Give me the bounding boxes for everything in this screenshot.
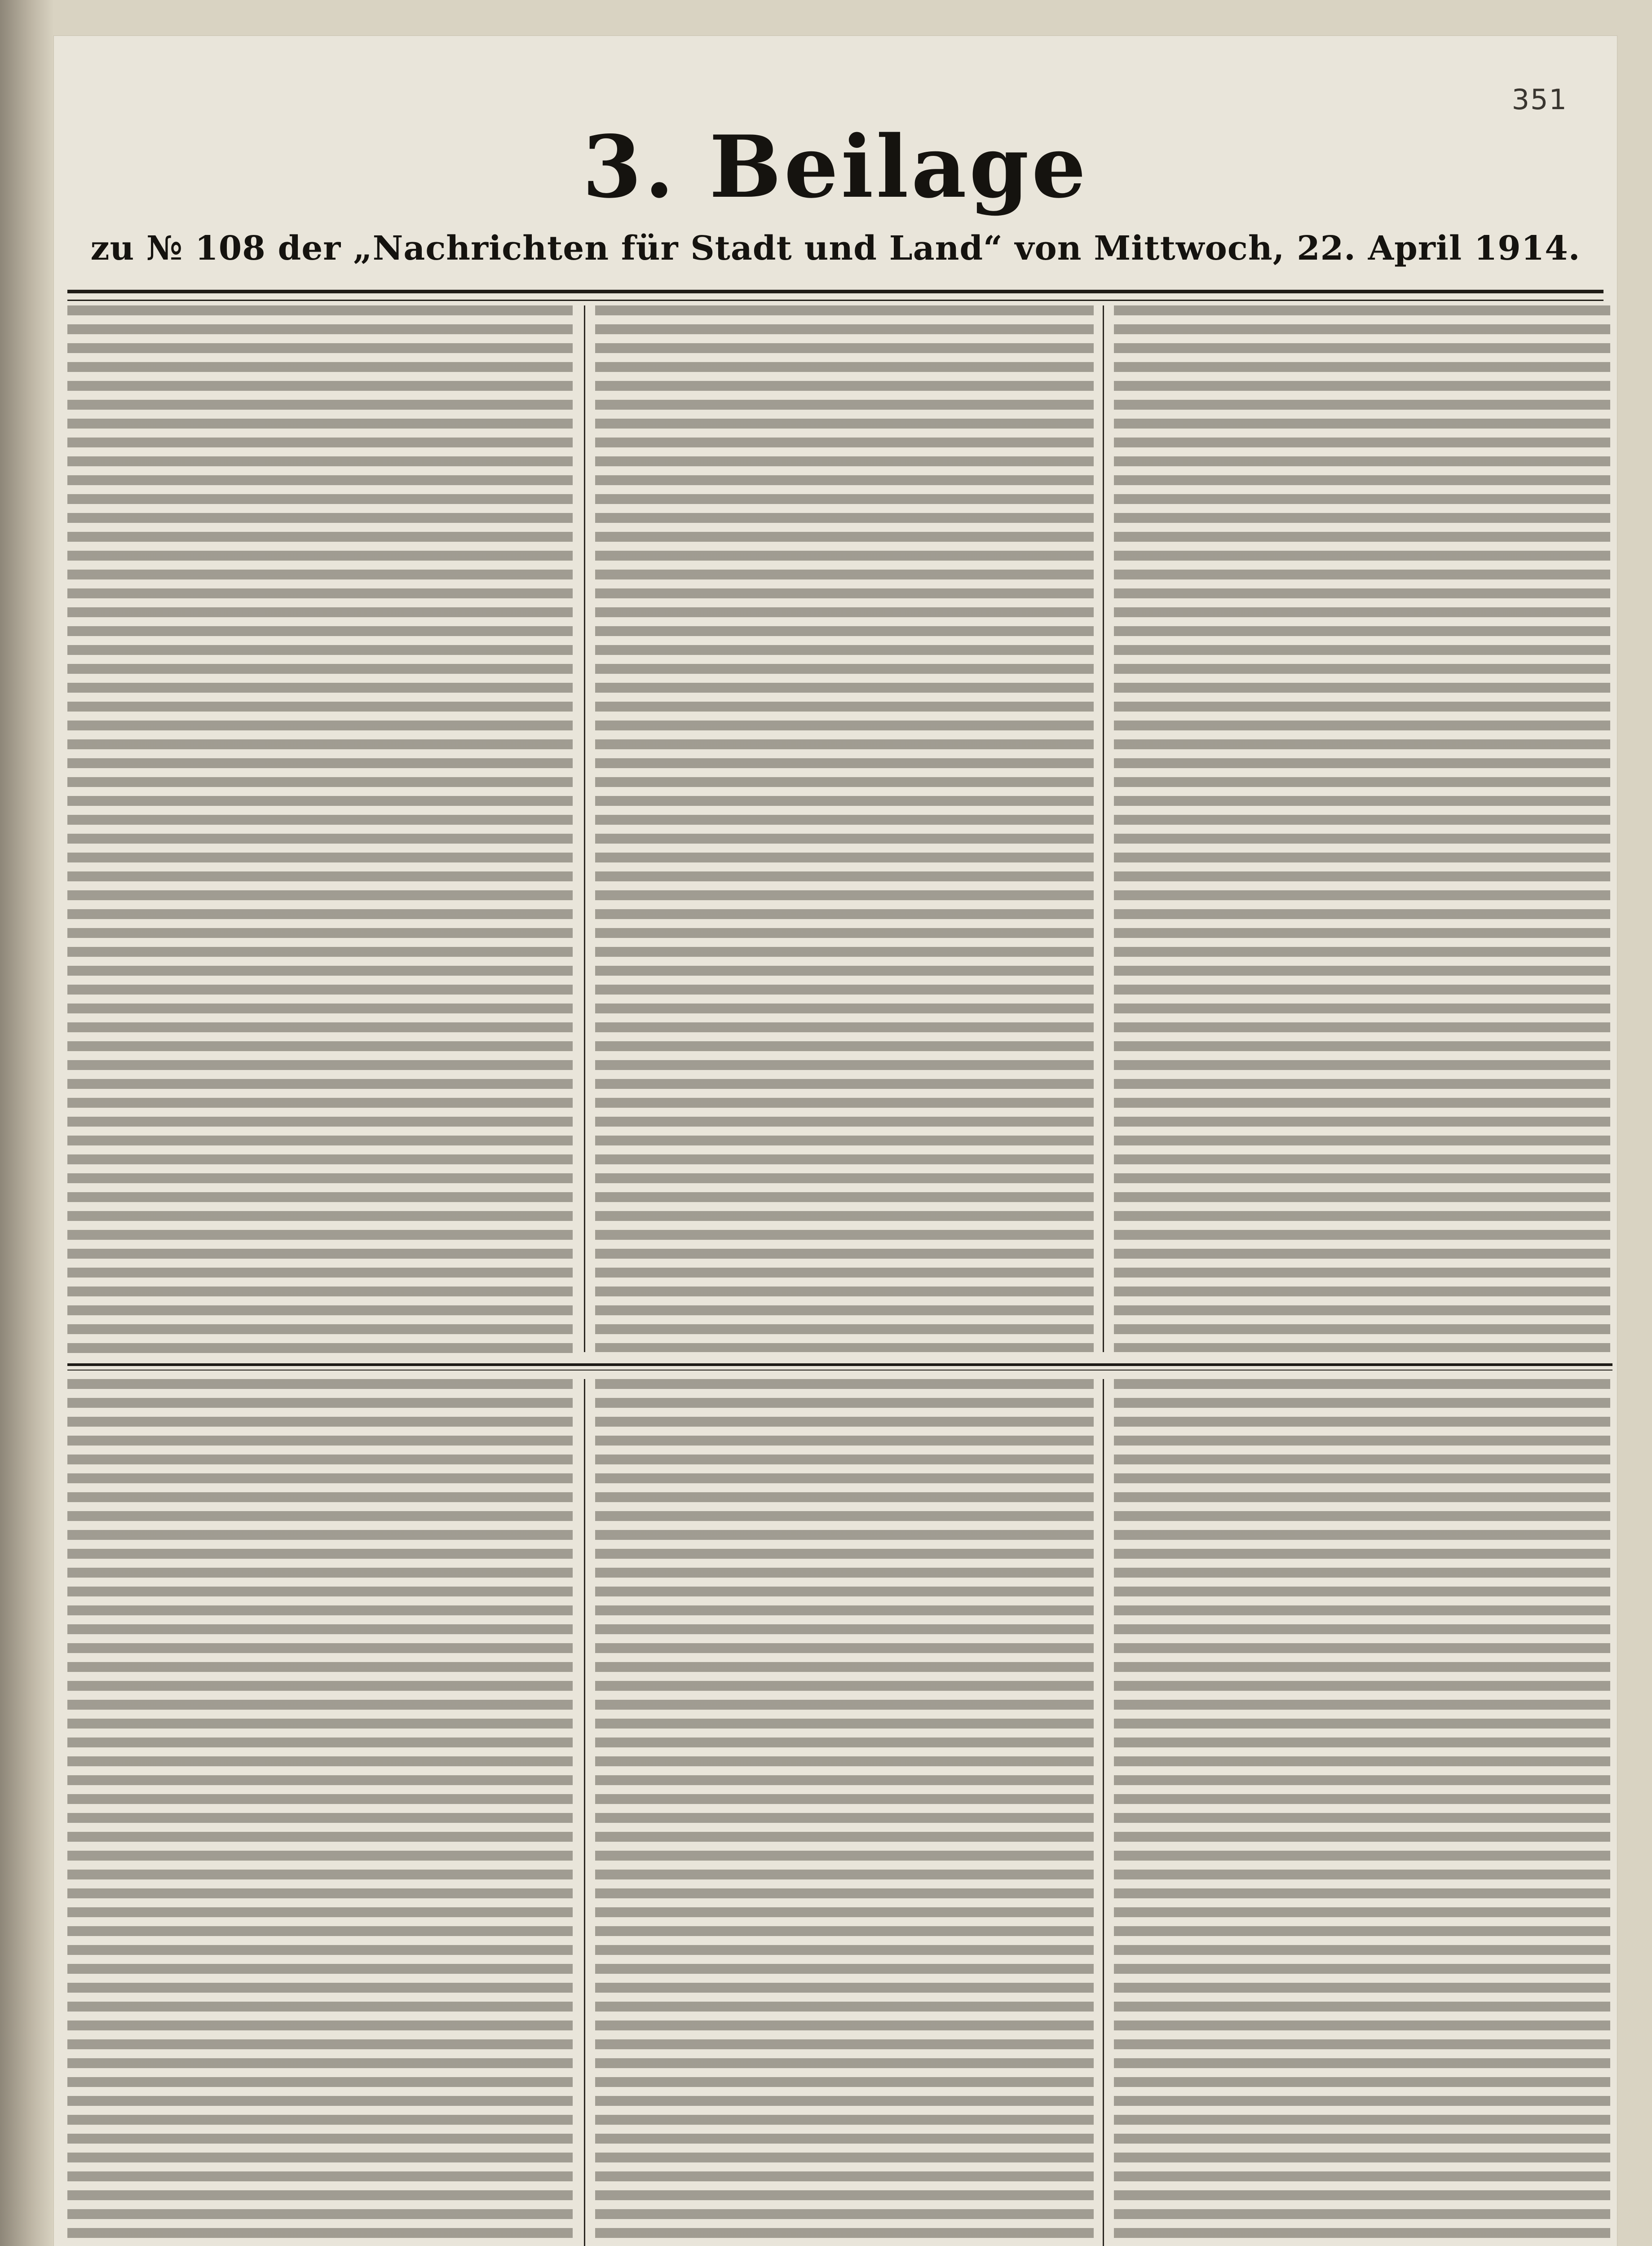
column-1-top-text	[67, 305, 573, 1361]
column-divider	[584, 1379, 585, 2246]
column-2-bottom	[595, 1379, 1094, 2246]
column-2-bottom-text	[595, 1379, 1094, 2246]
column-divider	[1103, 1379, 1104, 2246]
column-3-bottom-text	[1114, 1379, 1610, 2246]
masthead-rule	[67, 290, 1603, 301]
column-1-bottom-text	[67, 1379, 573, 2246]
page-left-edge	[0, 0, 54, 2246]
newspaper-page	[54, 36, 1617, 2246]
column-3-top-text	[1114, 305, 1610, 1352]
column-1-top	[67, 305, 573, 1361]
column-divider	[1103, 305, 1104, 1352]
column-1-bottom	[67, 1379, 573, 2246]
column-3-top	[1114, 305, 1610, 1352]
archive-stamp: 351	[1511, 83, 1568, 116]
supplement-subtitle: zu № 108 der „Nachrichten für Stadt und Land“ von Mittwoch, 22. April 1914.	[90, 229, 1581, 268]
column-2-top	[595, 305, 1094, 1352]
column-2-top-text	[595, 305, 1094, 1352]
section-rule	[67, 1363, 1612, 1371]
column-divider	[584, 305, 585, 1352]
column-3-bottom	[1114, 1379, 1610, 2246]
supplement-title: 3. Beilage	[582, 117, 1089, 217]
